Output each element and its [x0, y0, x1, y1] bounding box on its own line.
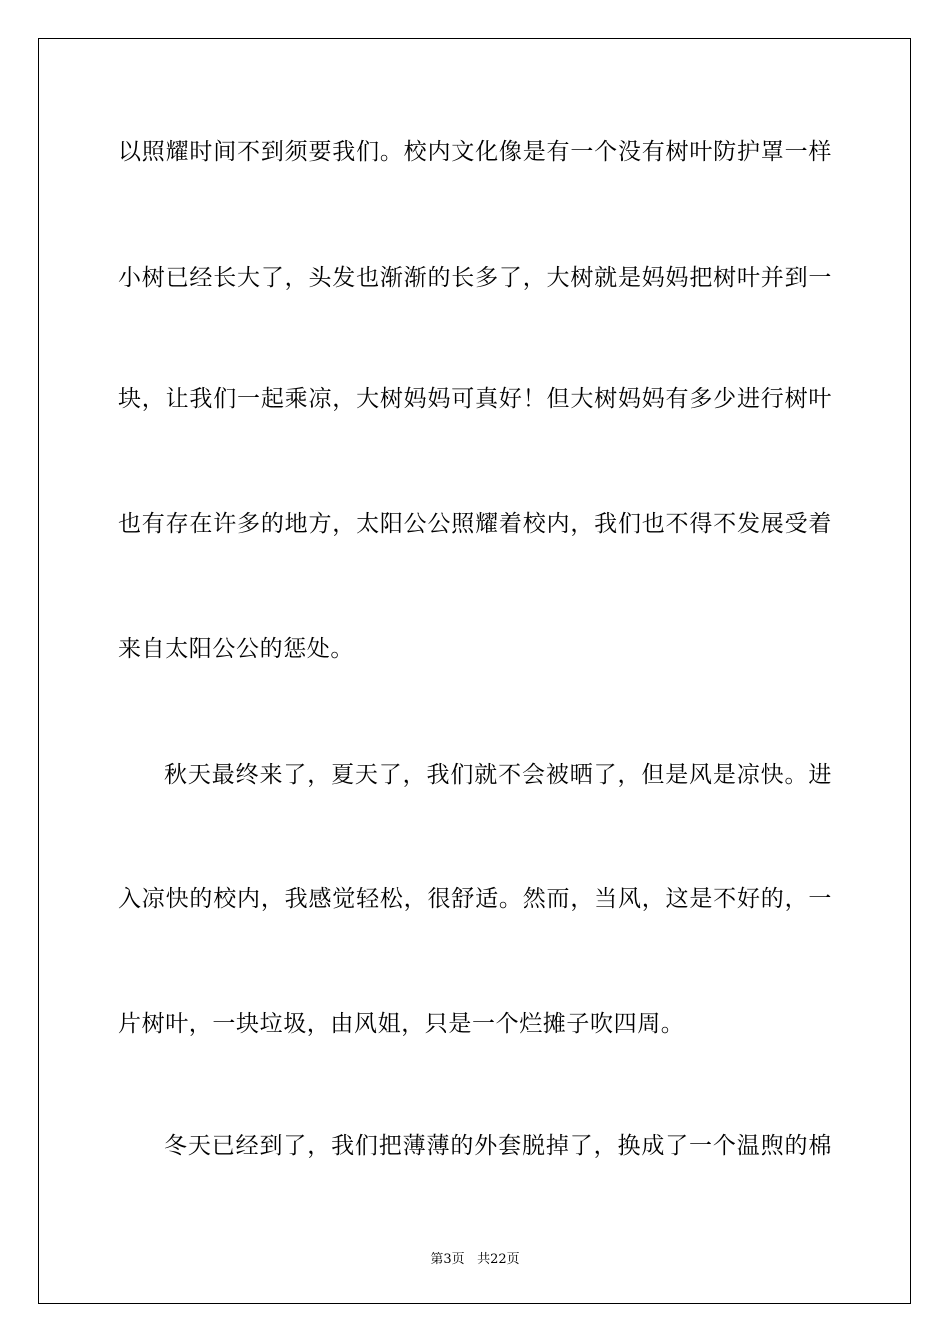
- body-text-line: 片树叶，一块垃圾，由风姐，只是一个烂摊子吹四周。: [118, 1011, 685, 1037]
- total-pages-label: 共22页: [477, 1252, 520, 1267]
- page-footer: [0, 1248, 950, 1267]
- current-page-label: 第3页: [430, 1252, 465, 1267]
- body-text-line: 块，让我们一起乘凉，大树妈妈可真好！但大树妈妈有多少进行树叶: [118, 386, 832, 412]
- page-border: [38, 38, 911, 1304]
- paragraph-first-line: 秋天最终来了，夏天了，我们就不会被晒了，但是风是凉快。进: [164, 762, 832, 788]
- body-text-line: 也有存在许多的地方，太阳公公照耀着校内，我们也不得不发展受着: [118, 511, 832, 537]
- body-text-line: 以照耀时间不到须要我们。校内文化像是有一个没有树叶防护罩一样: [118, 139, 832, 165]
- paragraph-first-line: 冬天已经到了，我们把薄薄的外套脱掉了，换成了一个温煦的棉: [164, 1133, 832, 1159]
- body-text-line: 小树已经长大了，头发也渐渐的长多了，大树就是妈妈把树叶并到一: [118, 265, 832, 291]
- body-text-line: 来自太阳公公的惩处。: [118, 636, 354, 662]
- body-text-line: 入凉快的校内，我感觉轻松，很舒适。然而，当风，这是不好的，一: [118, 886, 832, 912]
